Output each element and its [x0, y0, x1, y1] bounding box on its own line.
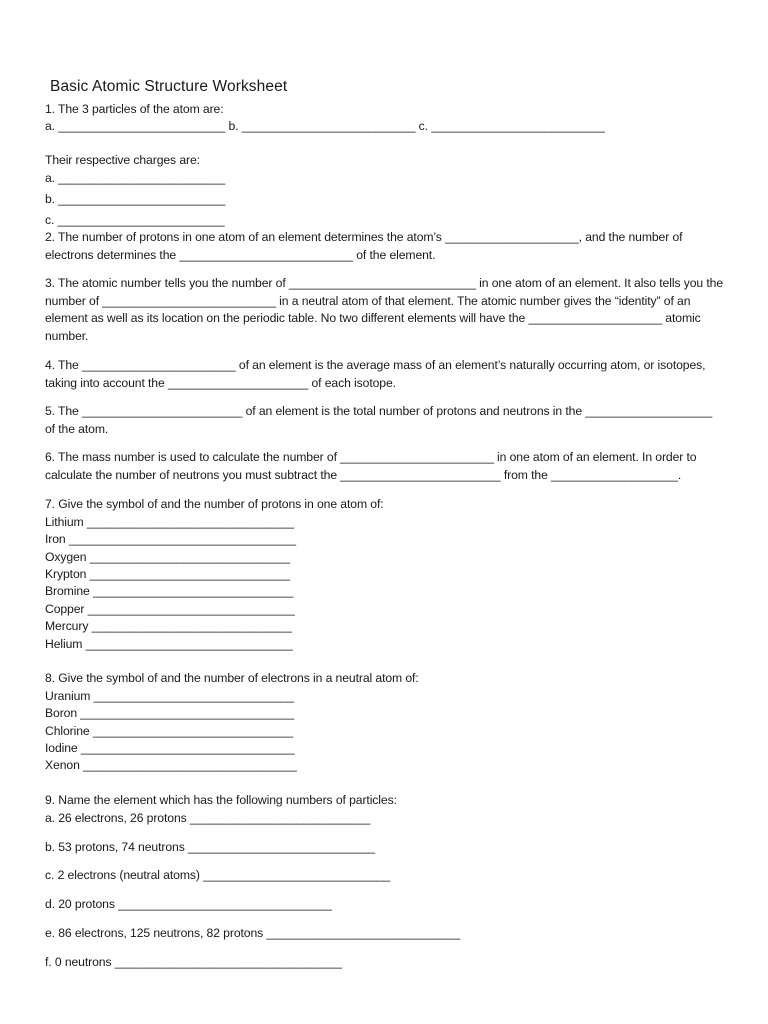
question-9-item: c. 2 electrons (neutral atoms) ____________________________: [45, 868, 391, 882]
question-8-item: Boron ________________________________: [45, 706, 295, 720]
question-6: 6. The mass number is used to calculate the number of _______________________ in one atom of an element. In order to calculate the number of neutrons you must subtract the ________________________ from the ___________________.: [45, 450, 697, 482]
question-7-item: Oxygen ______________________________: [45, 550, 291, 564]
charge-blank-a: a. _________________________: [45, 171, 226, 185]
question-7-item: Copper _______________________________: [45, 602, 295, 616]
question-7-item: Lithium _______________________________: [45, 515, 294, 529]
question-7-item: Iron __________________________________: [45, 532, 296, 546]
question-9-item: e. 86 electrons, 125 neutrons, 82 protons _____________________________: [45, 926, 461, 940]
charge-blank-b: b. _________________________: [45, 192, 226, 206]
question-4: 4. The _______________________ of an element is the average mass of an element’s naturally occurring atom, or isotopes, taking into account the _____________________ of each isotope.: [45, 358, 706, 390]
worksheet-title: Basic Atomic Structure Worksheet: [50, 78, 288, 95]
question-9-item: b. 53 protons, 74 neutrons ____________________________: [45, 840, 375, 854]
question-2: 2. The number of protons in one atom of an element determines the atom’s ____________________, and the number of electrons determines the __________________________ of the element.: [45, 230, 683, 262]
question-9-heading: 9. Name the element which has the following numbers of particles:: [45, 793, 397, 807]
question-9-item: a. 26 electrons, 26 protons ___________________________: [45, 811, 371, 825]
question-8-item: Xenon ________________________________: [45, 758, 297, 772]
question-8-heading: 8. Give the symbol of and the number of electrons in a neutral atom of:: [45, 671, 419, 685]
question-7-item: Helium _______________________________: [45, 637, 293, 651]
question-7-item: Bromine ______________________________: [45, 584, 294, 598]
question-8-item: Iodine ________________________________: [45, 741, 295, 755]
question-5: 5. The ________________________ of an element is the total number of protons and neutrons in the ___________________ of the atom.: [45, 404, 713, 436]
question-9-item: f. 0 neutrons __________________________________: [45, 955, 342, 969]
question-1-prompt: 1. The 3 particles of the atom are:: [45, 102, 224, 116]
question-8-item: Chlorine ______________________________: [45, 724, 294, 738]
question-7-item: Mercury ______________________________: [45, 619, 292, 633]
charge-blank-c: c. _________________________: [45, 213, 225, 227]
question-8-item: Uranium ______________________________: [45, 689, 294, 703]
question-7-item: Krypton ______________________________: [45, 567, 290, 581]
question-7-heading: 7. Give the symbol of and the number of protons in one atom of:: [45, 497, 384, 511]
question-1-blanks: a. _________________________ b. __________________________ c. __________________________: [45, 119, 605, 133]
question-9-item: d. 20 protons ________________________________: [45, 897, 332, 911]
charges-heading: Their respective charges are:: [45, 153, 200, 167]
question-3: 3. The atomic number tells you the number of ____________________________ in one atom of an element. It also tells you the number of __________________________ in a neutral atom of that element. The atomic number gives the “identity” of an element as well as its location on the periodic table. No two different elements will have the ____________________ atomic number.: [45, 276, 724, 343]
